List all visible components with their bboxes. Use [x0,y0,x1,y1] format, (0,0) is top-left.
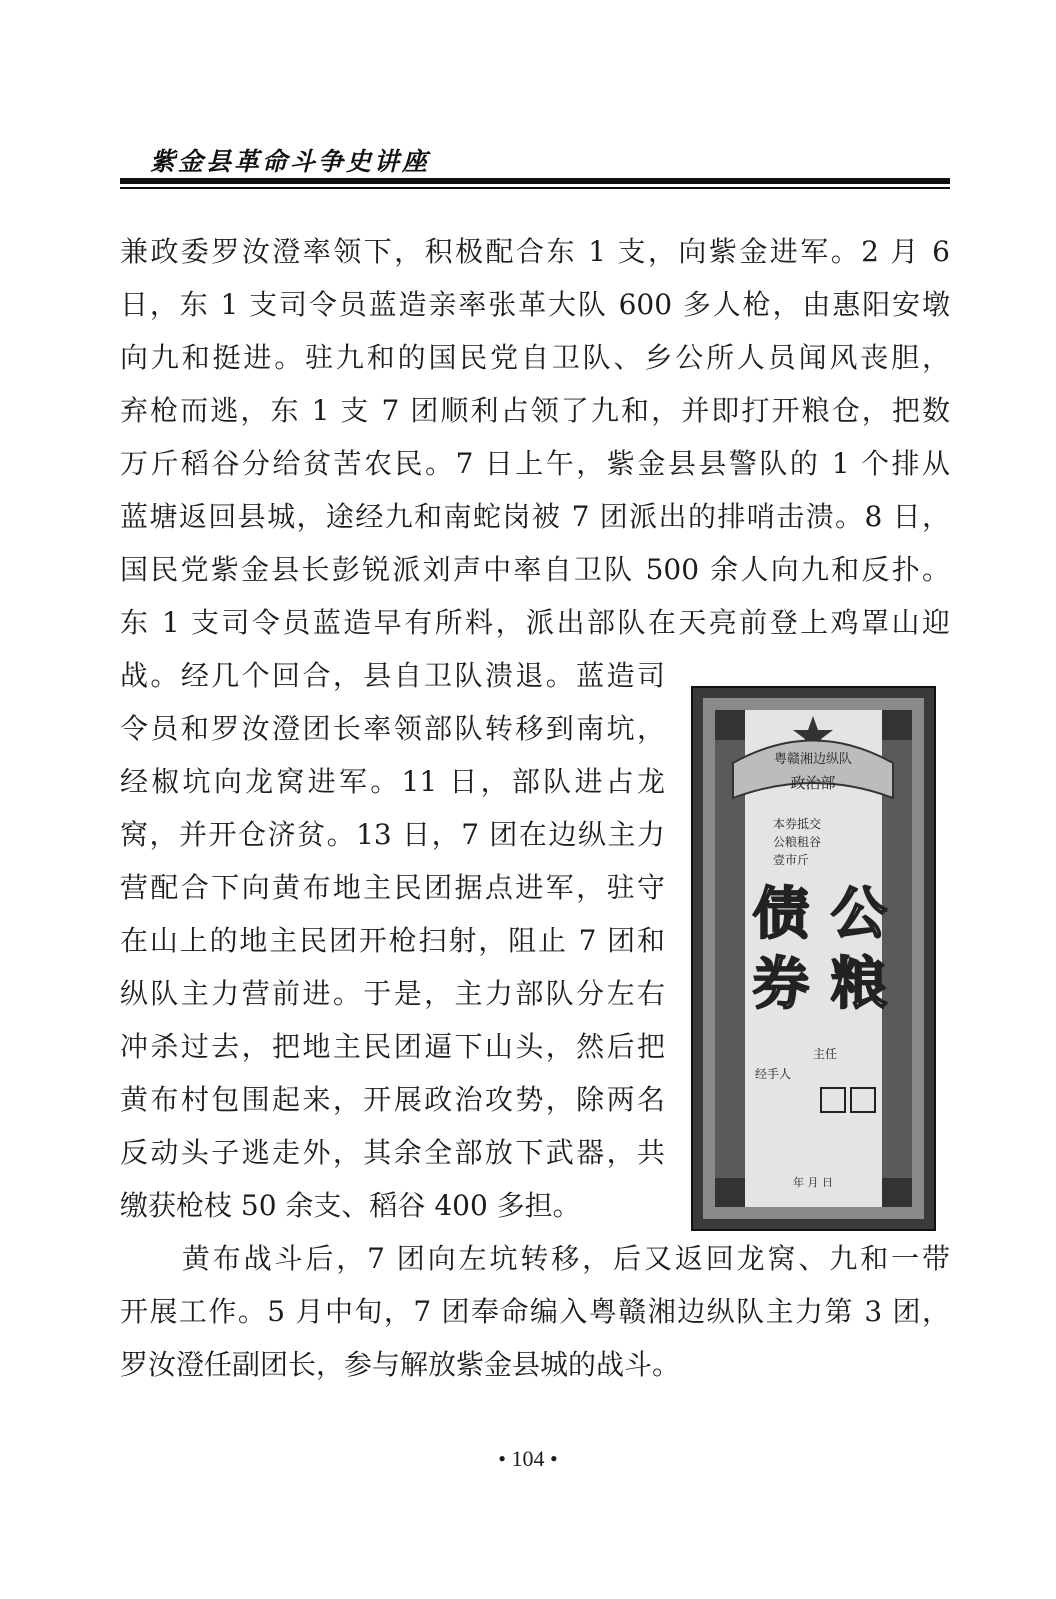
text-line: 兼政委罗汝澄率领下，积极配合东 1 支，向紫金进军。2 月 6 [120,235,950,268]
text-line: 开展工作。5 月中旬，7 团奉命编入粤赣湘边纵队主力第 3 团， [120,1295,950,1328]
bond-big-char: 公 [831,881,887,947]
bond-date-label: 年 月 日 [793,1176,833,1189]
grain-bond-illustration [693,688,934,1229]
text-line: 罗汝澄任副团长，参与解放紫金县城的战斗。 [120,1348,681,1381]
bond-terms-line: 壹市斤 [773,853,810,867]
header-rule-thick [120,178,950,184]
bond-terms-line: 公粮租谷 [773,835,822,849]
text-line: 东 1 支司令员蓝造早有所料，派出部队在天亮前登上鸡罩山迎 [120,606,950,639]
text-line: 冲杀过去，把地主民团逼下山头，然后把 [120,1030,665,1063]
text-line: 日，东 1 支司令员蓝造亲率张革大队 600 多人枪，由惠阳安墩 [120,288,950,321]
text-line: 蓝塘返回县城，途经九和南蛇岗被 7 团派出的排哨击溃。8 日， [120,500,950,533]
header-rule-thin [120,187,950,189]
text-line: 令员和罗汝澄团长率领部队转移到南坑， [120,712,665,745]
text-line: 纵队主力营前进。于是，主力部队分左右 [120,977,665,1010]
text-line: 国民党紫金县长彭锐派刘声中率自卫队 500 余人向九和反扑。 [120,553,950,586]
book-title: 紫金县革命斗争史讲座 [150,147,431,176]
bond-big-char: 券 [753,951,809,1017]
page-number: • 104 • [498,1446,558,1471]
text-line: 在山上的地主民团开枪扫射，阻止 7 团和 [120,924,665,957]
text-line: 营配合下向黄布地主民团据点进军，驻守 [120,871,665,904]
text-line: 黄布战斗后，7 团向左坑转移，后又返回龙窝、九和一带 [120,1242,950,1275]
bond-sign-label: 经手人 [755,1067,792,1081]
bond-terms-line: 本券抵交 [773,817,822,831]
text-line: 万斤稻谷分给贫苦农民。7 日上午，紫金县县警队的 1 个排从 [120,447,950,480]
text-line: 黄布村包围起来，开展政治攻势，除两名 [120,1083,665,1116]
text-line: 窝，并开仓济贫。13 日，7 团在边纵主力 [120,818,665,851]
bond-department-text: 政治部 [790,774,836,792]
bond-big-char: 粮 [831,951,887,1017]
bond-big-char: 债 [753,881,809,947]
bond-banner-text: 粤赣湘边纵队 [773,752,853,767]
bond-sign-label: 主任 [813,1047,838,1061]
text-line: 向九和挺进。驻九和的国民党自卫队、乡公所人员闻风丧胆， [120,341,950,374]
text-line: 缴获枪枝 50 余支、稻谷 400 多担。 [120,1189,581,1222]
grain-bond-photo [691,686,936,1231]
text-line: 战。经几个回合，县自卫队溃退。蓝造司 [120,659,665,692]
text-line: 经椒坑向龙窝进军。11 日，部队进占龙 [120,765,665,798]
text-line: 反动头子逃走外，其余全部放下武器，共 [120,1136,665,1169]
text-line: 弃枪而逃，东 1 支 7 团顺利占领了九和，并即打开粮仓，把数 [120,394,950,427]
